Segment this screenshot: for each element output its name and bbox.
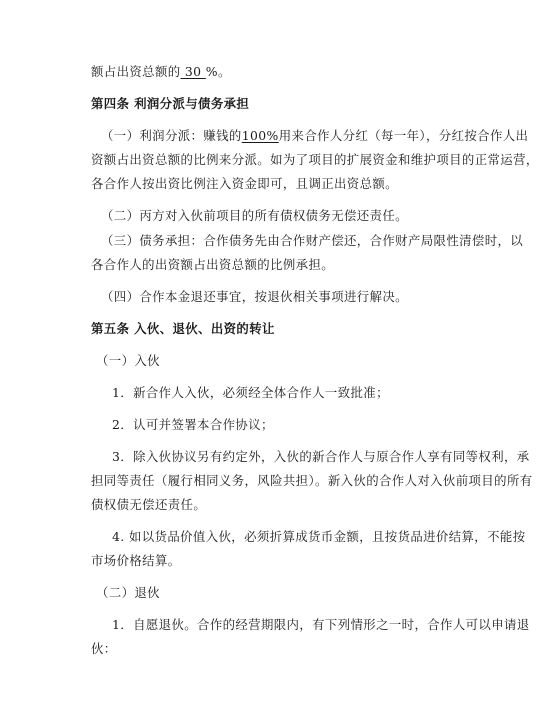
text-segment: 用来合作人分红（每一年），分红按合作人出 [278, 128, 529, 143]
article5-heading: 第五条 入伙、退伙、出资的转让 [91, 321, 275, 336]
text-segment: 额占出资总额的 [91, 64, 181, 79]
article4-heading: 第四条 利润分派与债务承担 [91, 96, 250, 111]
list-item: 4. 如以货品价值入伙，必须折算成货币金额，且按货品进价结算，不能按 [112, 529, 526, 544]
list-item: 3．除入伙协议另有约定外，入伙的新合作人与原合作人享有同等权利，承 [112, 449, 530, 464]
text-line: 资额占出资总额的比例来分派。如为了项目的扩展资金和维护项目的正常运营， [91, 152, 539, 167]
text-line: 各合作人的出资额占出资总额的比例承担。 [91, 257, 335, 272]
text-line: （三）债务承担：合作债务先由合作财产偿还，合作财产局限性清偿时，以 [101, 233, 524, 248]
section-heading: （一）入伙 [96, 353, 160, 368]
text-line: 债权债无偿还责任。 [91, 497, 207, 512]
text-line: （二）丙方对入伙前项目的所有债权债务无偿还责任。 [101, 208, 408, 223]
text-segment: （一）利润分派：赚钱的 [101, 128, 242, 143]
text-line: 担同等责任（履行相同义务，风险共担）。新入伙的合作人对入伙前项目的所有 [91, 473, 533, 488]
text-line: 市场价格结算。 [91, 553, 181, 568]
underlined-value: 30 [180, 64, 206, 79]
text-line: 伙： [91, 641, 117, 656]
underlined-value: 100% [241, 128, 279, 143]
text-line [91, 64, 231, 80]
text-line [101, 128, 528, 144]
list-item: 1．新合作人入伙，必须经全体合作人一致批准； [112, 385, 389, 400]
list-item: 2．认可并签署本合作协议； [112, 417, 274, 432]
text-segment: %。 [205, 64, 231, 79]
list-item: 1．自愿退伙。合作的经营期限内，有下列情形之一时，合作人可以申请退 [112, 617, 530, 632]
text-line: （四）合作本金退还事宜，按退伙相关事项进行解决。 [101, 289, 408, 304]
section-heading: （二）退伙 [96, 585, 160, 600]
text-line: 各合作人按出资比例注入资金即可，且调正出资总额。 [91, 176, 398, 191]
